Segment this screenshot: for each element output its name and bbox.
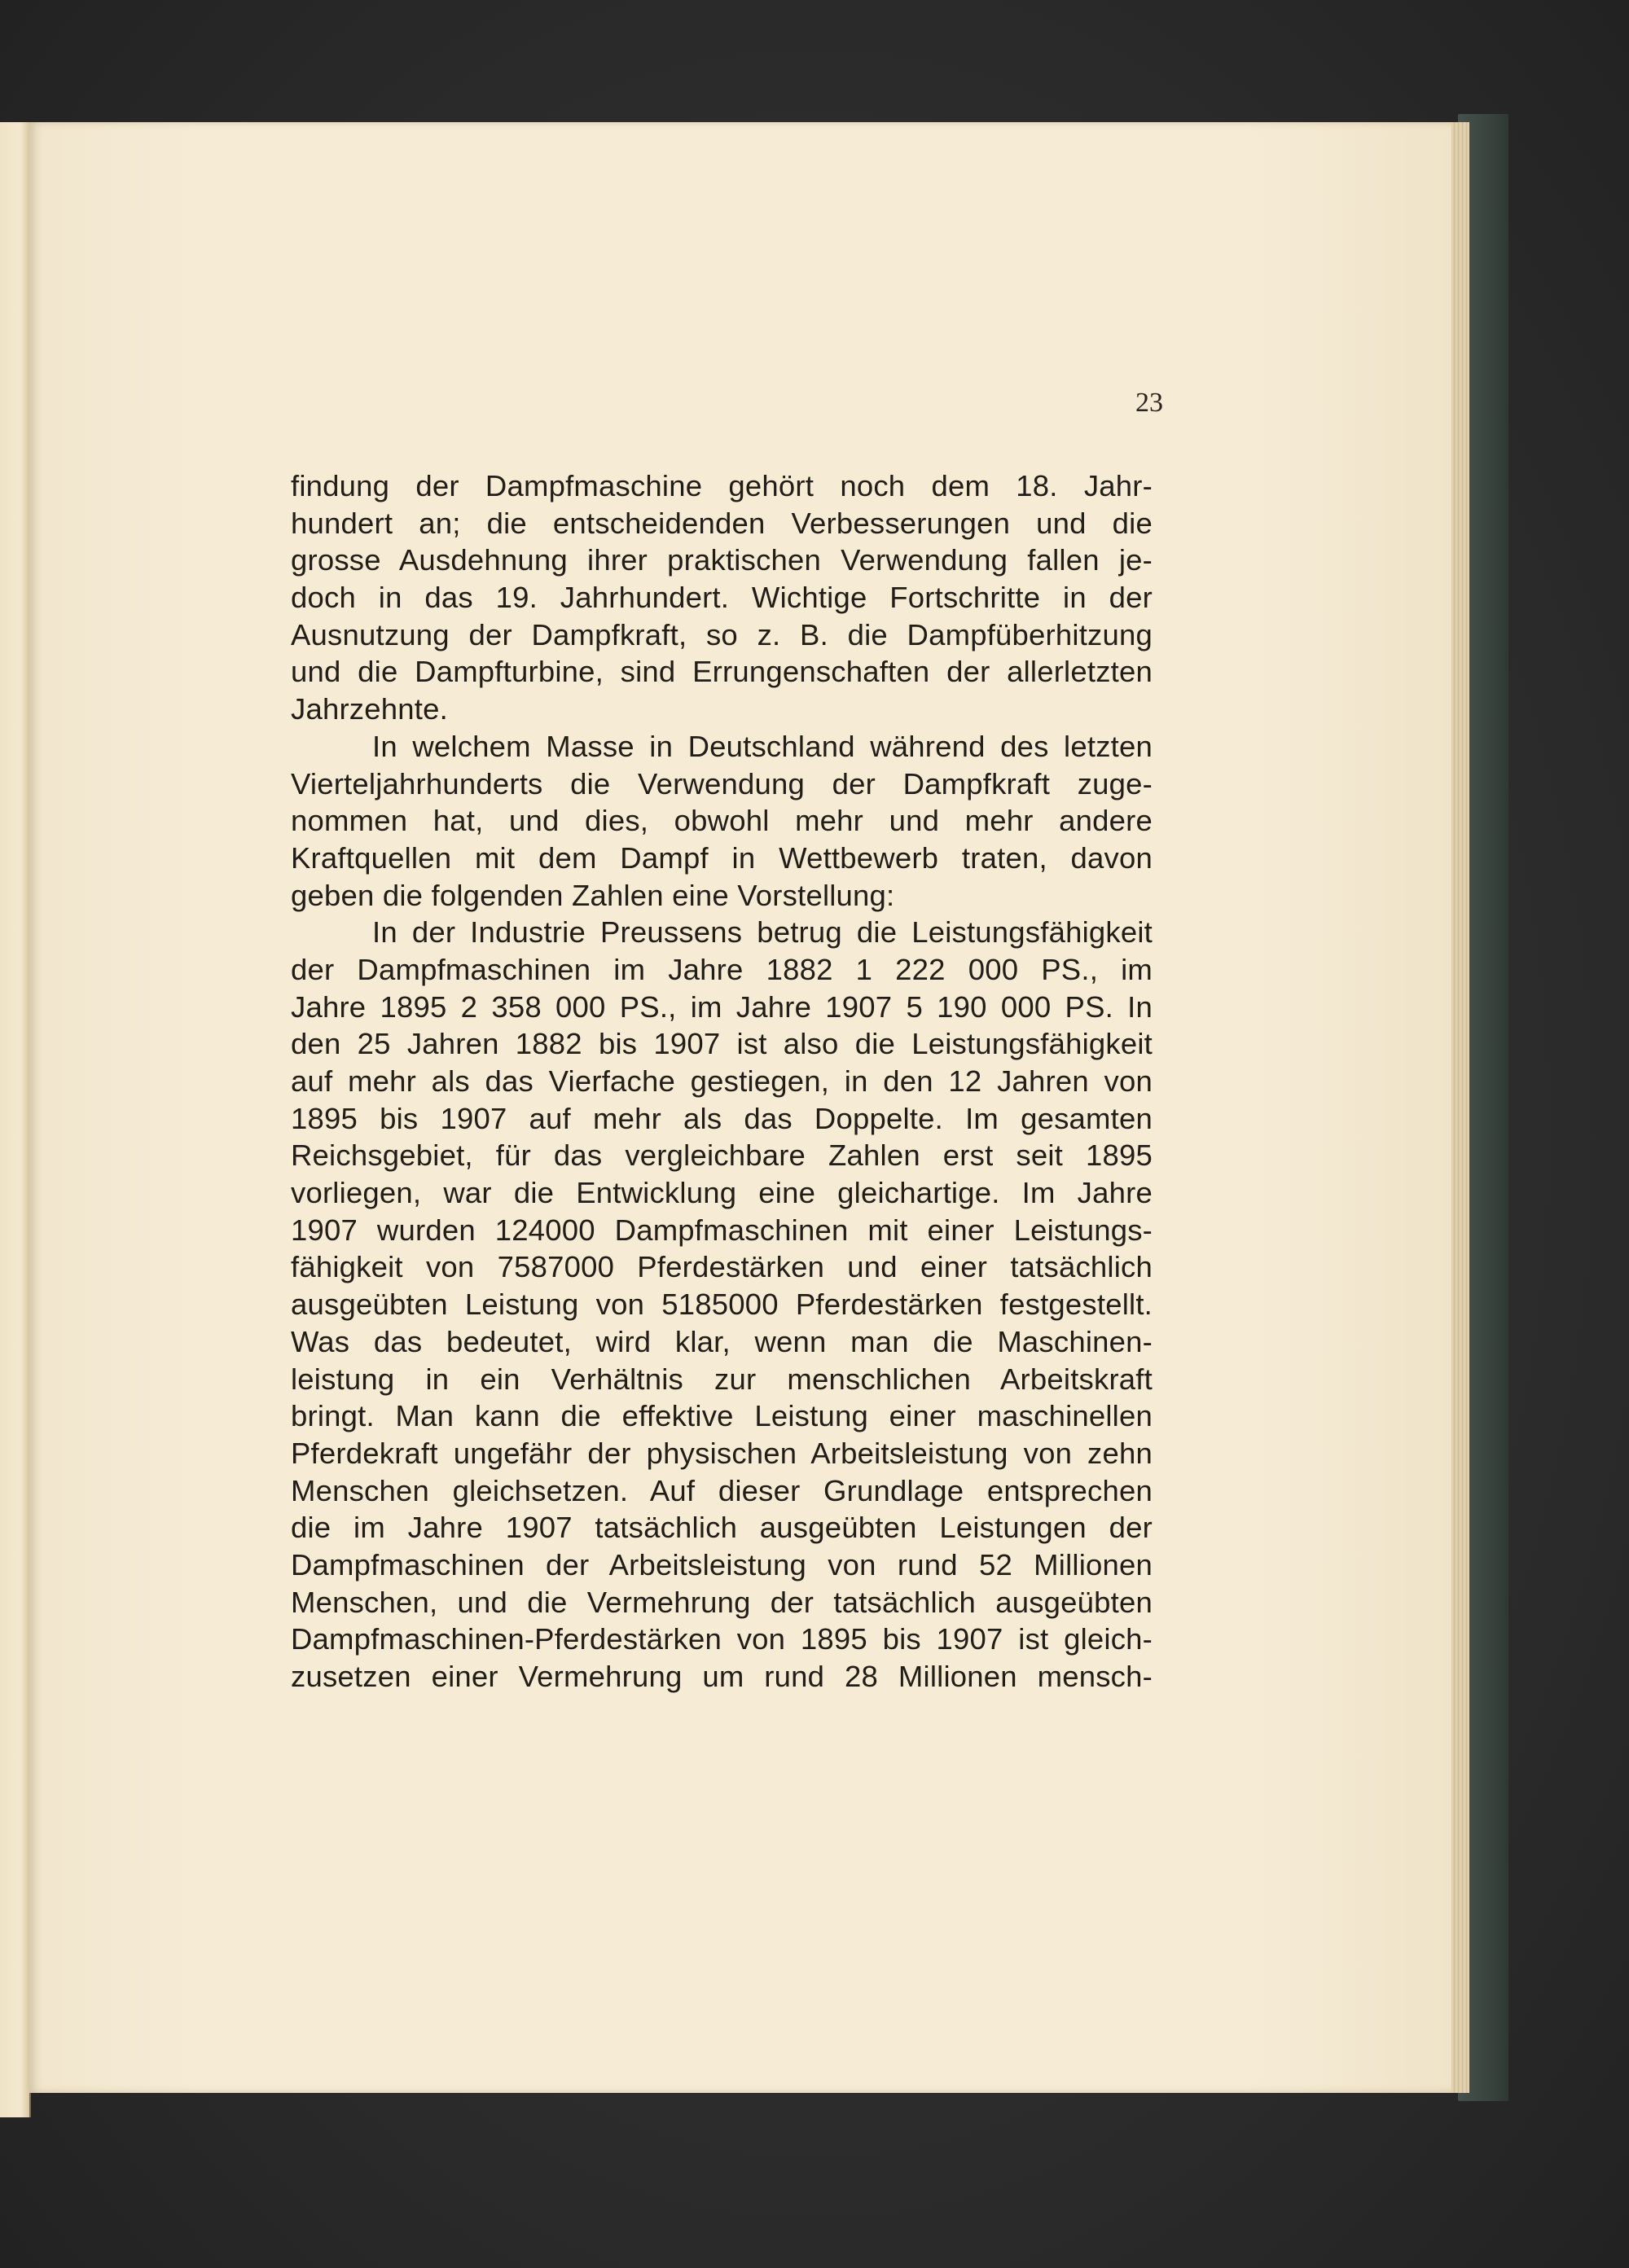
text-line: grosse Ausdehnung ihrer praktischen Verwendung fallen je- (291, 543, 1153, 577)
text-line: bringt. Man kann die effektive Leistung einer maschinellen (291, 1399, 1153, 1433)
text-line: Menschen, und die Vermehrung der tatsächlich ausgeübten (291, 1585, 1153, 1619)
text-line: Reichsgebiet, für das vergleichbare Zahlen erst seit 1895 (291, 1138, 1153, 1173)
text-line: Ausnutzung der Dampfkraft, so z. B. die Dampfüberhitzung (291, 617, 1153, 651)
text-line: nommen hat, und dies, obwohl mehr und mehr andere (291, 804, 1153, 838)
text-line: Kraftquellen mit dem Dampf in Wettbewerb traten, davon (291, 840, 1153, 875)
text-line: Was das bedeutet, wird klar, wenn man die Maschinen- (291, 1324, 1153, 1358)
previous-page-edge (0, 122, 31, 2117)
text-line: Dampfmaschinen der Arbeitsleistung von rund 52 Millionen (291, 1547, 1153, 1581)
text-line: In der Industrie Preussens betrug die Leistungsfähigkeit (372, 915, 1153, 950)
text-line: vorliegen, war die Entwicklung eine gleichartige. Im Jahre (291, 1176, 1153, 1210)
text-line: Vierteljahrhunderts die Verwendung der Dampfkraft zuge- (291, 766, 1153, 801)
text-line: Pferdekraft ungefähr der physischen Arbeitsleistung von zehn (291, 1436, 1153, 1470)
text-line: 1895 bis 1907 auf mehr als das Doppelte. Im gesamten (291, 1101, 1153, 1135)
text-line: 1907 wurden 124000 Dampfmaschinen mit einer Leistungs- (291, 1213, 1153, 1247)
page-block-edges (1451, 122, 1469, 2093)
text-line: und die Dampfturbine, sind Errungenschaften der allerletzten (291, 655, 1153, 689)
text-line: auf mehr als das Vierfache gestiegen, in den 12 Jahren von (291, 1064, 1153, 1098)
text-line: Dampfmaschinen-Pferdestärken von 1895 bis 1907 ist gleich- (291, 1622, 1153, 1656)
text-line: Menschen gleichsetzen. Auf dieser Grundlage entsprechen (291, 1473, 1153, 1507)
text-line: geben die folgenden Zahlen eine Vorstellung: (291, 878, 895, 912)
text-line: Jahre 1895 2 358 000 PS., im Jahre 1907 5 190 000 PS. In (291, 989, 1153, 1024)
text-line: In welchem Masse in Deutschland während des letzten (372, 729, 1153, 763)
text-line: der Dampfmaschinen im Jahre 1882 1 222 000 PS., im (291, 952, 1153, 986)
text-line: leistung in ein Verhältnis zur menschlichen Arbeitskraft (291, 1362, 1153, 1396)
text-line: fähigkeit von 7587000 Pferdestärken und einer tatsächlich (291, 1250, 1153, 1284)
text-line: findung der Dampfmaschine gehört noch dem 18. Jahr- (291, 469, 1153, 502)
page-number: 23 (1135, 388, 1163, 418)
text-line: ausgeübten Leistung von 5185000 Pferdestärken festgestellt. (291, 1288, 1153, 1322)
text-line: zusetzen einer Vermehrung um rund 28 Millionen mensch- (291, 1660, 1153, 1693)
body-text (291, 467, 1153, 1696)
text-line: Jahrzehnte. (291, 692, 448, 726)
text-line: doch in das 19. Jahrhundert. Wichtige Fortschritte in der (291, 581, 1153, 615)
text-line: die im Jahre 1907 tatsächlich ausgeübten Leistungen der (291, 1511, 1153, 1545)
text-line: hundert an; die entscheidenden Verbesserungen und die (291, 506, 1153, 540)
text-line: den 25 Jahren 1882 bis 1907 ist also die Leistungsfähigkeit (291, 1027, 1153, 1061)
